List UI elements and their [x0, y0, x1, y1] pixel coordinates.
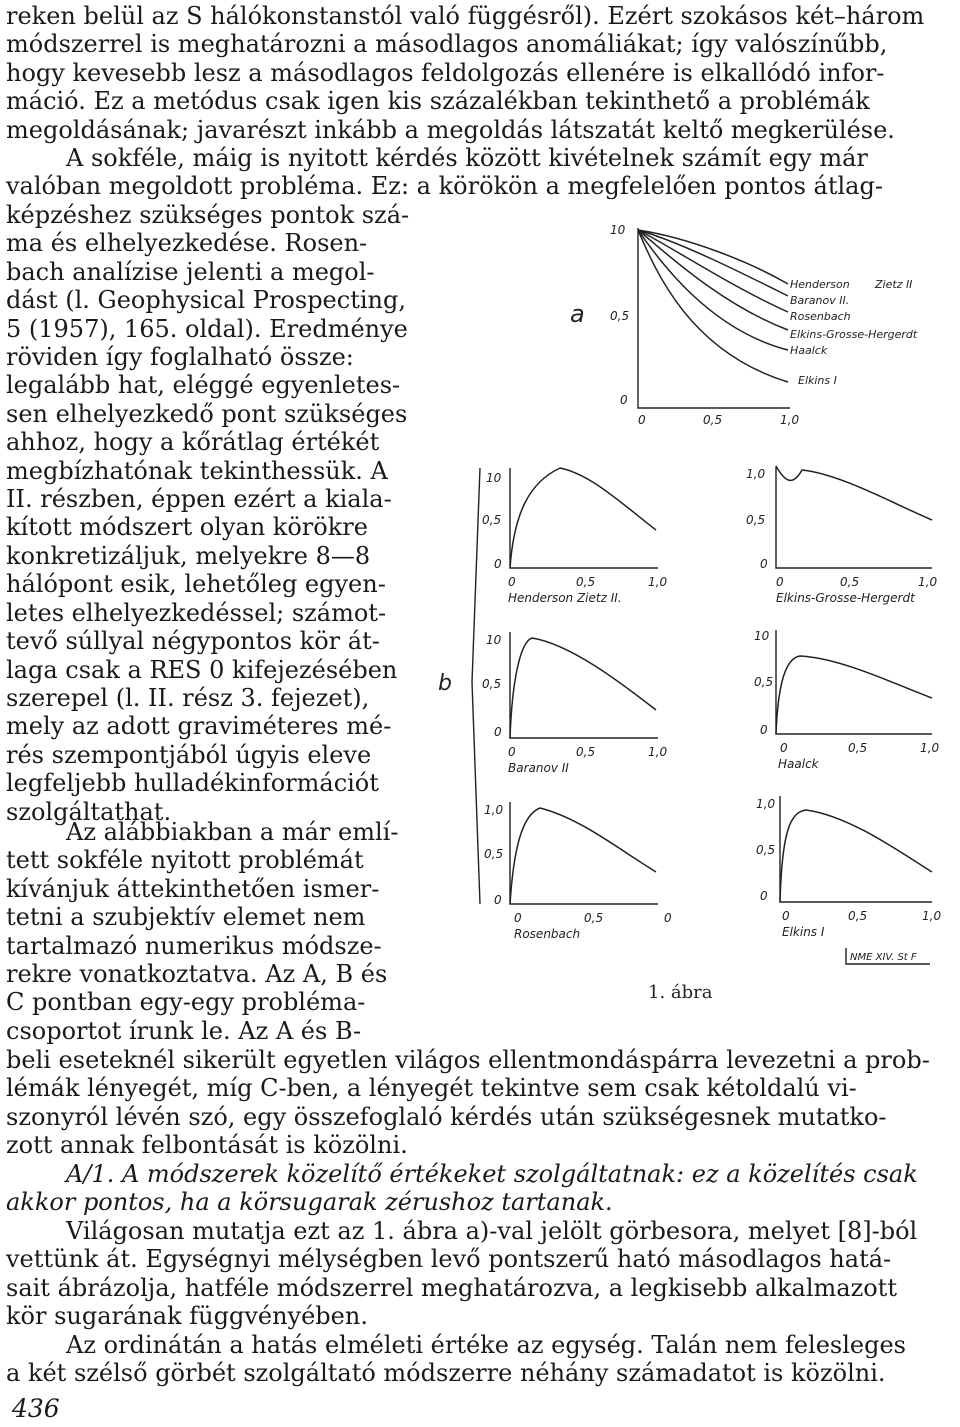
ytick: 0,5	[756, 843, 776, 857]
text-line: tartalmazó numerikus módsze-	[6, 931, 382, 960]
xtick: 0,5	[848, 741, 868, 755]
text-line: csoportot írunk le. Az A és B-	[6, 1016, 362, 1045]
text-line: konkretizáljuk, melyekre 8—8	[6, 541, 371, 570]
xtick: 0,5	[576, 745, 596, 759]
legend-haalck: Haalck	[790, 344, 828, 357]
ytick: 0	[760, 723, 768, 737]
panel-a-xtick-0: 0	[638, 413, 646, 427]
left-column-paragraph	[6, 201, 416, 826]
xtick: 0	[776, 575, 784, 589]
panel-title: Rosenbach	[514, 927, 581, 941]
ytick: 0	[494, 893, 502, 907]
intro-paragraph	[6, 2, 950, 144]
text-line: tetni a szubjektív elemet nem	[6, 903, 366, 932]
ytick: 0	[760, 889, 768, 903]
xtick: 0	[664, 911, 672, 925]
page-number: 436	[12, 1394, 60, 1423]
text-line: kívánjuk áttekinthetően ismer-	[6, 874, 380, 903]
text-line: II. részben, éppen ezért a kiala-	[6, 485, 392, 514]
xtick: 0	[508, 575, 516, 589]
xtick: 1,0	[922, 909, 942, 923]
xtick: 1,0	[648, 575, 668, 589]
ytick: 0,5	[482, 513, 502, 527]
panel-b-baranov	[482, 632, 667, 775]
ytick: 0,5	[482, 677, 502, 691]
text-line: mely az adott graviméteres mé-	[6, 712, 392, 741]
panel-a-ytick-top: 10	[610, 223, 626, 237]
panel-b-label: b	[438, 671, 452, 696]
text-line: szonyról lévén szó, egy összefoglaló kérdés után szükségesnek mutatko-	[6, 1102, 887, 1131]
text-line: módszerrel is meghatározni a másodlagos anomáliákat; így valószínűbb,	[6, 30, 888, 59]
xtick: 0,5	[848, 909, 868, 923]
panel-b-elkins-grosse	[746, 466, 937, 605]
panel-a	[570, 223, 918, 427]
axes	[510, 802, 658, 904]
xtick: 0,5	[840, 575, 860, 589]
figure-caption: 1. ábra	[648, 982, 713, 1003]
text-line: kör sugarának függvényében.	[6, 1302, 368, 1331]
final-paragraphs	[6, 1217, 950, 1387]
ytick: 0	[494, 557, 502, 571]
panel-b-henderson	[482, 468, 667, 605]
second-paragraph-start	[6, 144, 950, 201]
text-line: hálópont esik, lehetőleg egyen-	[6, 570, 386, 599]
text-line: vettünk át. Egységnyi mélységben levő pontszerű ható másodlagos hatá-	[6, 1245, 892, 1274]
text-line: ma és elhelyezkedése. Rosen-	[6, 229, 368, 258]
text-line: sait ábrázolja, hatféle módszerrel meghatározva, a legkisebb alkalmazott	[6, 1273, 897, 1302]
library-stamp: NME XIV. St F	[850, 952, 917, 963]
ytick: 0	[760, 557, 768, 571]
text-line: képzéshez szükséges pontok szá-	[6, 201, 410, 229]
panel-a-ytick-bottom: 0	[620, 393, 628, 407]
ytick: 1,0	[484, 803, 504, 817]
xtick: 1,0	[918, 575, 938, 589]
panel-a-xtick-05: 0,5	[703, 413, 723, 427]
panel-a-xtick-10: 1,0	[780, 413, 800, 427]
continued-paragraph	[6, 1046, 950, 1160]
xtick: 0	[514, 911, 522, 925]
text-line: beli eseteknél sikerült egyetlen világos ellentmondáspárra levezetni a prob-	[6, 1046, 930, 1074]
text-line: megbízhatónak tekinthessük. A	[6, 456, 388, 485]
panel-b-brace	[472, 468, 480, 904]
legend-elkins-grosse: Elkins-Grosse-Hergerdt	[790, 328, 918, 341]
panel-title: Elkins I	[782, 925, 825, 939]
text-line: akkor pontos, ha a körsugarak zérushoz tartanak.	[6, 1188, 613, 1217]
text-line: bach analízise jelenti a megol-	[6, 257, 375, 286]
text-line: kított módszert olyan körökre	[6, 513, 368, 542]
panel-b-haalck	[754, 629, 939, 771]
ytick: 1,0	[756, 797, 776, 811]
legend-baranov: Baranov II.	[790, 294, 850, 307]
text-line: tett sokféle nyitott problémát	[6, 846, 364, 875]
text-line: tevő súllyal négypontos kör át-	[6, 627, 380, 656]
text-line: letes elhelyezkedéssel; számot-	[6, 598, 387, 627]
xtick: 1,0	[920, 741, 940, 755]
xtick: 0	[780, 741, 788, 755]
text-line: Az alábbiakban a már emlí-	[66, 818, 399, 846]
ytick: 0,5	[754, 675, 774, 689]
text-line: A sokféle, máig is nyitott kérdés között kivételnek számít egy már	[66, 144, 868, 172]
text-line: szolgáltathat.	[6, 797, 172, 826]
text-line: C pontban egy-egy probléma-	[6, 988, 366, 1017]
panel-title: Haalck	[778, 757, 819, 771]
xtick: 0,5	[584, 911, 604, 925]
xtick: 0,5	[576, 575, 596, 589]
text-line: 5 (1957), 165. oldal). Eredménye	[6, 314, 408, 343]
xtick: 0	[508, 745, 516, 759]
text-line: Világosan mutatja ezt az 1. ábra a)-val jelölt görbesora, melyet [8]-ból	[66, 1217, 918, 1245]
axes	[776, 466, 932, 568]
curve	[776, 466, 932, 520]
panel-a-ytick-mid: 0,5	[610, 309, 630, 323]
ytick: 10	[486, 471, 502, 485]
text-line: hogy kevesebb lesz a másodlagos feldolgozás ellenére is elkallódó infor-	[6, 58, 885, 87]
text-line: dást (l. Geophysical Prospecting,	[6, 286, 406, 315]
panel-title: Elkins-Grosse-Hergerdt	[776, 591, 915, 605]
panel-title: Henderson Zietz II.	[508, 591, 622, 605]
legend-rosenbach: Rosenbach	[790, 310, 851, 323]
panel-b-elkins-i	[756, 796, 941, 939]
axes	[776, 630, 932, 734]
xtick: 1,0	[648, 745, 668, 759]
ytick: 1,0	[746, 467, 766, 481]
ytick: 0,5	[746, 513, 766, 527]
text-line: szerepel (l. II. rész 3. fejezet),	[6, 683, 370, 712]
curve	[510, 468, 656, 568]
text-line: Az ordinátán a hatás elméleti értéke az egység. Talán nem felesleges	[66, 1330, 906, 1359]
left-column-second-paragraph	[6, 818, 416, 1045]
text-line: valóban megoldott probléma. Ez: a körökön a megfelelően pontos átlag-	[6, 172, 883, 201]
text-line: sen elhelyezkedő pont szükséges	[6, 399, 408, 428]
curve	[780, 810, 932, 902]
curve-baranov	[638, 230, 788, 296]
text-line: legalább hat, eléggé egyenletes-	[6, 371, 401, 400]
legend-zietz: Zietz II	[875, 278, 913, 291]
curve-rosenbach	[638, 230, 788, 312]
ytick: 10	[754, 629, 770, 643]
text-line: A/1. A módszerek közelítő értékeket szolgáltatnak: ez a közelítés csak	[66, 1160, 918, 1188]
text-line: rekre vonatkoztatva. Az A, B és	[6, 960, 388, 989]
curve	[510, 808, 656, 904]
text-line: zott annak felbontását is közölni.	[6, 1131, 408, 1160]
panel-a-axes	[638, 228, 790, 408]
text-line: máció. Ez a metódus csak igen kis százalékban tekinthető a problémák	[6, 87, 870, 116]
ytick: 10	[486, 633, 502, 647]
axes	[510, 632, 658, 738]
ytick: 0,5	[484, 847, 504, 861]
text-line: a két szélső görbét szolgáltató módszerre néhány számadatot is közölni.	[6, 1359, 886, 1388]
axes	[510, 468, 658, 568]
text-line: rés szempontjából úgyis eleve	[6, 740, 372, 769]
legend-henderson: Henderson	[790, 278, 850, 291]
curve-elkins-i	[638, 230, 788, 382]
text-line: megoldásának; javarészt inkább a megoldás látszatát keltő megkerülése.	[6, 115, 895, 144]
text-line: lémák lényegét, míg C-ben, a lényegét tekintve sem csak kétoldalú vi-	[6, 1074, 857, 1103]
legend-elkins-i: Elkins I	[798, 374, 837, 387]
text-line: reken belül az S hálókonstanstól való függésről). Ezért szokásos két–három	[6, 2, 925, 30]
xtick: 0	[782, 909, 790, 923]
text-line: röviden így foglalható össze:	[6, 343, 354, 372]
panel-a-label: a	[570, 300, 585, 328]
text-line: laga csak a RES 0 kifejezésében	[6, 655, 398, 684]
axes	[780, 796, 932, 902]
text-line: legfeljebb hulladékinformációt	[6, 769, 379, 798]
panel-title: Baranov II	[508, 761, 569, 775]
curve	[776, 656, 932, 734]
curve	[510, 638, 656, 738]
figure-1	[420, 212, 955, 1012]
text-line: ahhoz, hogy a kőrátlag értékét	[6, 428, 380, 457]
panel-b-rosenbach	[484, 802, 672, 941]
ytick: 0	[494, 725, 502, 739]
curve-elkins-grosse	[638, 230, 788, 330]
section-heading-a1	[6, 1160, 950, 1217]
